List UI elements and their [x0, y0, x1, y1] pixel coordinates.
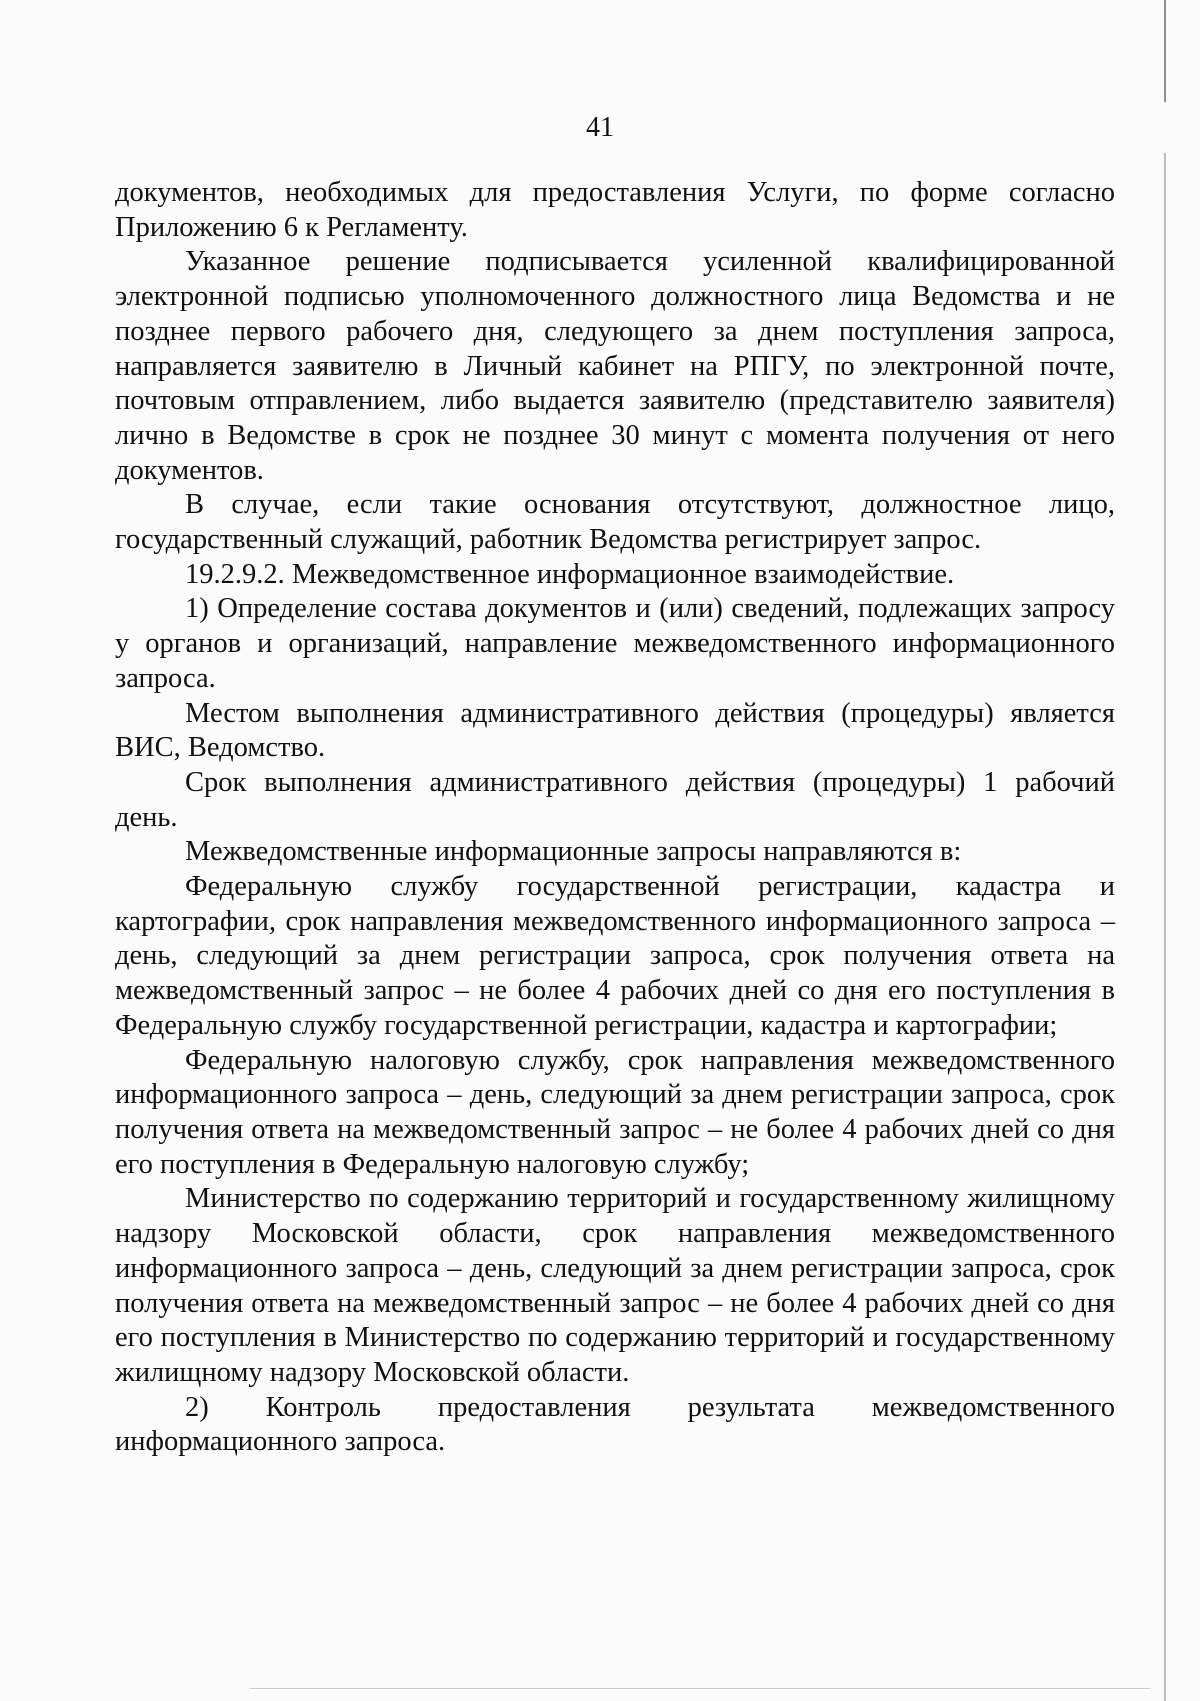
paragraph-ministry: Министерство по содержанию территорий и государственному жилищному надзору Московской области, срок направления межведомственного информационного запроса – день, следующий за днем регистрации запроса, срок получения ответа на межведомственный запрос – не более 4 рабочих дней со дня его поступления в Министерство по содержанию территорий и государственному жилищному надзору Московской области.	[115, 1183, 1115, 1388]
document-body	[115, 176, 1115, 1460]
paragraph-step-1: 1) Определение состава документов и (или) сведений, подлежащих запросу у органов и организаций, направление межведомственного информационного запроса.	[115, 593, 1115, 694]
page-number: 41	[586, 112, 614, 143]
scan-bottom-line	[250, 1688, 1150, 1689]
paragraph-continuation: документов, необходимых для предоставления Услуги, по форме согласно Приложению 6 к Регламенту.	[115, 177, 1115, 243]
paragraph-requests-intro: Межведомственные информационные запросы направляются в:	[185, 836, 962, 868]
paragraph-registration: В случае, если такие основания отсутствуют, должностное лицо, государственный служащий, работник Ведомства регистрирует запрос.	[115, 489, 1115, 556]
paragraph-decision-signing: Указанное решение подписывается усиленной квалифицированной электронной подписью уполномоченного должностного лица Ведомства и не позднее первого рабочего дня, следующего за днем поступления запроса, направляется заявителю в Личный кабинет на РПГУ, по электронной почте, почтовым отправлением, либо выдается заявителю (представителю заявителя) лично в Ведомстве в срок не позднее 30 минут с момента получения от него документов.	[115, 246, 1115, 486]
paragraph-term: Срок выполнения административного действия (процедуры) 1 рабочий день.	[115, 766, 1115, 833]
paragraph-place: Местом выполнения административного действия (процедуры) является ВИС, Ведомство.	[115, 697, 1115, 764]
paragraph-step-2: 2) Контроль предоставления результата межведомственного информационного запроса.	[115, 1391, 1115, 1458]
scan-edge-line	[1164, 0, 1166, 1701]
paragraph-section-heading: 19.2.9.2. Межведомственное информационное взаимодействие.	[185, 558, 955, 590]
paragraph-rosreestr: Федеральную службу государственной регистрации, кадастра и картографии, срок направления межведомственного информационного запроса – день, следующий за днем регистрации запроса, срок получения ответа на межведомственный запрос – не более 4 рабочих дней со дня его поступления в Федеральную службу государственной регистрации, кадастра и картографии;	[115, 871, 1115, 1041]
paragraph-tax-service: Федеральную налоговую службу, срок направления межведомственного информационного запроса – день, следующий за днем регистрации запроса, срок получения ответа на межведомственный запрос – не более 4 рабочих дней со дня его поступления в Федеральную налоговую службу;	[115, 1044, 1115, 1180]
